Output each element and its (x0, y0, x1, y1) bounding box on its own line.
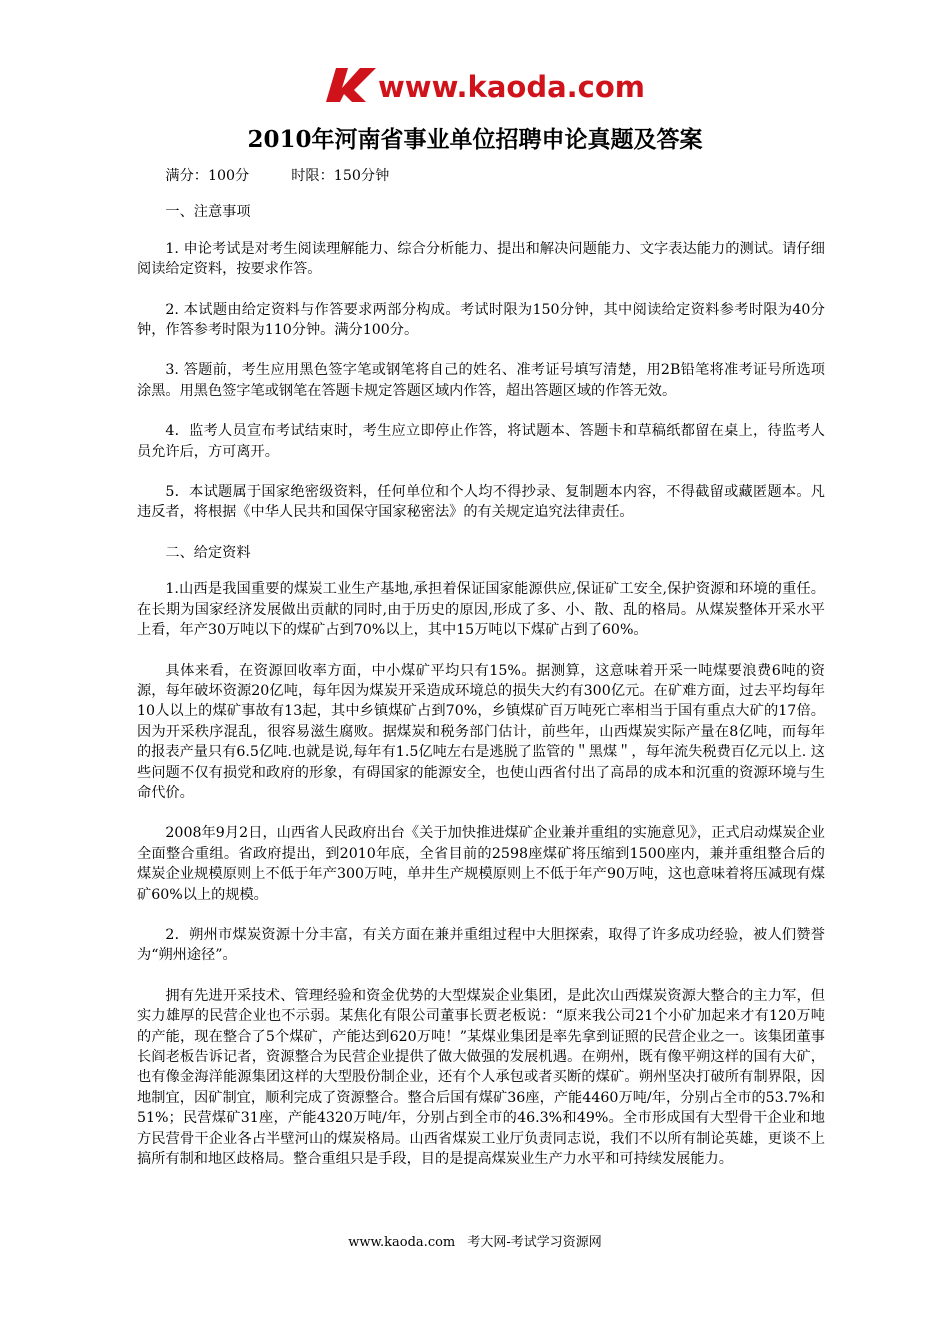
site-logo[interactable] (326, 66, 646, 106)
time-info: 时限：150分钟 (291, 168, 390, 184)
notice-item: 3. 答题前，考生应用黑色签字笔或钢笔将自己的姓名、准考证号填写清楚，用2B铅笔将准考证号所选项涂黑。用黑色签字笔或钢笔在答题卡规定答题区域内作答，超出答题区域的作答无效。 (137, 362, 825, 399)
material-paragraph: 2．朔州市煤炭资源十分丰富，有关方面在兼并重组过程中大胆探索，取得了许多成功经验，被人们赞誉为“朔州途径”。 (137, 926, 825, 964)
logo-text: www.kaoda.com (378, 70, 645, 104)
page-footer (0, 1231, 950, 1250)
material-paragraph: 2008年9月2日，山西省人民政府出台《关于加快推进煤矿企业兼并重组的实施意见》，正式启动煤炭企业全面整合重组。省政府提出，到2010年底，全省目前的2598座煤矿将压缩到1500座内，兼并重组整合后的煤炭企业规模原则上不低于年产300万吨，单井生产规模原则上不低于年产90万吨，这也意味着将压减现有煤矿60%以上的规模。 (137, 825, 825, 903)
notice-item: 2. 本试题由给定资料与作答要求两部分构成。考试时限为150分钟，其中阅读给定资料参考时限为40分钟，作答参考时限为110分钟。满分100分。 (137, 301, 825, 339)
section-heading-material: 二、给定资料 (165, 544, 251, 561)
notice-item: 4．监考人员宣布考试结束时，考生应立即停止作答，将试题本、答题卡和草稿纸都留在桌上，待监考人员允许后，方可离开。 (137, 423, 825, 460)
notice-item: 5．本试题属于国家绝密级资料，任何单位和个人均不得抄录、复制题本内容，不得截留或藏匿题本。凡违反者，将根据《中华人民共和国保守国家秘密法》的有关规定追究法律责任。 (137, 484, 825, 521)
footer-slogan: 考大网-考试学习资源网 (467, 1235, 602, 1250)
material-paragraph: 1.山西是我国重要的煤炭工业生产基地,承担着保证国家能源供应,保证矿工安全,保护资源和环境的重任。在长期为国家经济发展做出贡献的同时,由于历史的原因,形成了多、小、散、乱的格局。从煤炭整体开采水平上看，年产30万吨以下的煤矿占到70%以上，其中15万吨以下煤矿占到了60%。 (137, 581, 825, 639)
document-body (137, 166, 825, 1189)
footer-site-link[interactable]: www.kaoda.com (348, 1235, 456, 1250)
exam-meta (137, 166, 825, 186)
document-title: 2010年河南省事业单位招聘申论真题及答案 (247, 126, 703, 153)
material-paragraph: 拥有先进开采技术、管理经验和资金优势的大型煤炭企业集团，是此次山西煤炭资源大整合的主力军，但实力雄厚的民营企业也不示弱。某焦化有限公司董事长贾老板说：“原来我公司21个小矿加起来才有120万吨的产能，现在整合了5个煤矿，产能达到620万吨！”某煤业集团是率先拿到证照的民营企业之一。该集团董事长阎老板告诉记者，资源整合为民营企业提供了做大做强的发展机遇。在朔州，既有像平朔这样的国有大矿，也有像金海洋能源集团这样的大型股份制企业，还有个人承包或者买断的煤矿。朔州坚决打破所有制界限，因地制宜，因矿制宜，顺利完成了资源整合。整合后国有煤矿36座，产能4460万吨/年，分别占全市的53.7%和51%；民营煤矿31座，产能4320万吨/年，分别占到全市的46.3%和49%。全市形成国有大型骨干企业和地方民营骨干企业各占半壁河山的煤炭格局。山西省煤炭工业厅负责同志说，我们不以所有制论英雄，更谈不上搞所有制和地区歧格局。整合重组只是手段，目的是提高煤炭业生产力水平和可持续发展能力。 (137, 987, 825, 1168)
score-info: 满分：100分 (165, 168, 250, 184)
material-paragraph: 具体来看，在资源回收率方面，中小煤矿平均只有15%。据测算，这意味着开采一吨煤要浪费6吨的资源，每年破坏资源20亿吨，每年因为煤炭开采造成环境总的损失大约有300亿元。在矿难方面，过去平均每年10人以上的煤矿事故有13起，其中乡镇煤矿占到70%，乡镇煤矿百万吨死亡率相当于国有重点大矿的17倍。因为开采秩序混乱，很容易滋生腐败。据煤炭和税务部门估计，前些年，山西煤炭实际产量在8亿吨，而每年的报表产量只有6.5亿吨.也就是说,每年有1.5亿吨左右是逃脱了监管的＂黑煤＂，每年流失税费百亿元以上. 这些问题不仅有损党和政府的形象，有碍国家的能源安全，也使山西省付出了高昂的成本和沉重的资源环境与生命代价。 (137, 662, 825, 801)
notice-item: 1. 申论考试是对考生阅读理解能力、综合分析能力、提出和解决问题能力、文字表达能力的测试。请仔细阅读给定资料，按要求作答。 (137, 240, 825, 278)
kaoda-logo-icon (326, 68, 382, 102)
section-heading-notice: 一、注意事项 (165, 204, 251, 221)
